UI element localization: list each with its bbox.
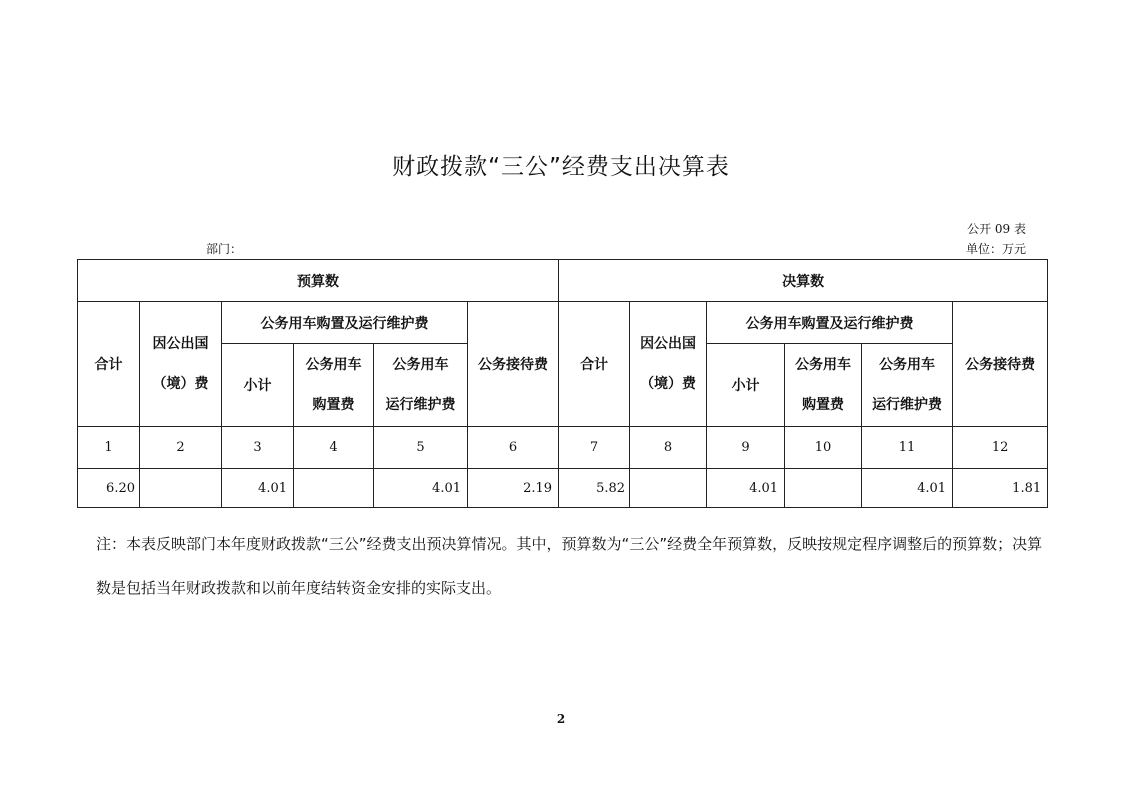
final-overseas-line2: （境）费: [640, 376, 697, 392]
final-reception-header: 公务接待费: [953, 302, 1048, 427]
final-vehicle-purchase-line2: 购置费: [802, 397, 845, 413]
column-number: 8: [630, 427, 707, 469]
column-number: 11: [862, 427, 953, 469]
form-number: 公开 09 表: [967, 222, 1026, 236]
final-vehicle-purchase-value: [785, 469, 862, 508]
column-number-row: [78, 427, 1048, 469]
column-number: 3: [222, 427, 294, 469]
budget-vehicle-operation-line1: 公务用车: [392, 357, 449, 373]
final-vehicle-operation-value: 4.01: [862, 469, 953, 508]
final-vehicle-operation-header: [862, 344, 953, 427]
final-vehicle-group-header: 公务用车购置及运行维护费: [707, 302, 953, 344]
final-overseas-line1: 因公出国: [640, 336, 697, 352]
budget-overseas-value: [140, 469, 222, 508]
budget-reception-value: 2.19: [468, 469, 559, 508]
three-public-expenditure-table: [77, 259, 1048, 508]
header-row-middle: [78, 302, 1048, 344]
column-number: 12: [953, 427, 1048, 469]
column-number: 2: [140, 427, 222, 469]
column-number: 4: [294, 427, 374, 469]
unit-label: 单位：万元: [965, 242, 1026, 256]
final-vehicle-operation-line1: 公务用车: [879, 357, 936, 373]
final-vehicle-operation-line2: 运行维护费: [872, 397, 943, 413]
header-row-top: [78, 260, 1048, 302]
final-vehicle-purchase-header: [785, 344, 862, 427]
final-subtotal-header: 小计: [707, 344, 785, 427]
table-note: 注：本表反映部门本年度财政拨款“三公”经费支出预决算情况。其中，预算数为“三公”经费全年预算数，反映按规定程序调整后的预算数；决算数是包括当年财政拨款和以前年度结转资金安排的实际支出。: [96, 535, 1043, 597]
budget-total-value: 6.20: [78, 469, 140, 508]
column-number: 9: [707, 427, 785, 469]
budget-subtotal-header: 小计: [222, 344, 294, 427]
final-header: 决算数: [559, 260, 1048, 302]
budget-vehicle-purchase-line1: 公务用车: [305, 357, 362, 373]
budget-vehicle-group-header: 公务用车购置及运行维护费: [222, 302, 468, 344]
budget-vehicle-purchase-value: [294, 469, 374, 508]
budget-total-header: 合计: [78, 302, 140, 427]
budget-vehicle-operation-line2: 运行维护费: [385, 397, 456, 413]
budget-vehicle-subtotal-value: 4.01: [222, 469, 294, 508]
budget-overseas-line1: 因公出国: [152, 336, 209, 352]
value-row: [78, 469, 1048, 508]
column-number: 6: [468, 427, 559, 469]
budget-vehicle-purchase-line2: 购置费: [312, 397, 355, 413]
column-number: 7: [559, 427, 630, 469]
budget-overseas-header: [140, 302, 222, 427]
budget-vehicle-operation-header: [374, 344, 468, 427]
page-number: 2: [556, 712, 566, 726]
page-title: 财政拨款“三公”经费支出决算表: [392, 154, 730, 180]
budget-overseas-line2: （境）费: [152, 376, 209, 392]
budget-vehicle-purchase-header: [294, 344, 374, 427]
budget-header: 预算数: [78, 260, 559, 302]
column-number: 10: [785, 427, 862, 469]
department-label: 部门：: [206, 242, 243, 256]
column-number: 1: [78, 427, 140, 469]
final-vehicle-subtotal-value: 4.01: [707, 469, 785, 508]
final-reception-value: 1.81: [953, 469, 1048, 508]
budget-reception-header: 公务接待费: [468, 302, 559, 427]
final-overseas-value: [630, 469, 707, 508]
final-vehicle-purchase-line1: 公务用车: [795, 357, 852, 373]
final-total-value: 5.82: [559, 469, 630, 508]
column-number: 5: [374, 427, 468, 469]
final-total-header: 合计: [559, 302, 630, 427]
final-overseas-header: [630, 302, 707, 427]
budget-vehicle-operation-value: 4.01: [374, 469, 468, 508]
